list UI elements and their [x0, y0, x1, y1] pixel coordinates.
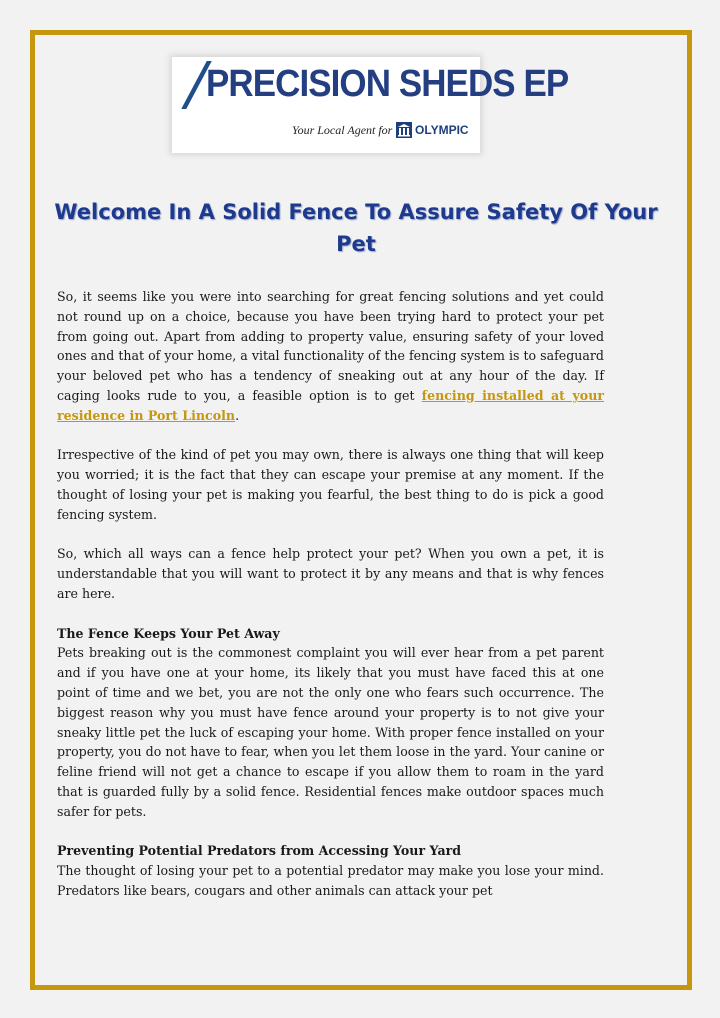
article-body	[57, 287, 604, 921]
company-logo	[172, 57, 569, 153]
section-heading-predators: Preventing Potential Predators from Accessing Your Yard	[57, 843, 462, 859]
section-heading-fence-keeps-pet: The Fence Keeps Your Pet Away	[57, 625, 280, 641]
intro-text-end: .	[235, 407, 240, 423]
fencing-installation-link[interactable]: fencing installed at your residence in Port Lincoln	[57, 387, 604, 423]
paragraph-fence-protection: So, which all ways can a fence help protect your pet? When you own a pet, it is understandable that you will want to protect it by any means and that is why fences are here.	[57, 546, 604, 601]
logo-company-name: PRECISION SHEDS EP	[206, 63, 569, 105]
section-body-predators: The thought of losing your pet to a potential predator may make you lose your mind. Predators like bears, cougars and other animals can attack your pet	[57, 863, 604, 898]
logo-brand-name: OLYMPIC	[415, 123, 469, 137]
intro-text: So, it seems like you were into searching for great fencing solutions and yet could not round up on a choice, because you have been trying hard to protect your pet from going out. Apart from adding to property value, ensuring safety of your loved ones and that of your home, a vital functionality of the fencing system is to safeguard your beloved pet who has a tendency of sneaking out at any hour of the day. If caging looks rude to you, a feasible option is to get	[57, 289, 604, 403]
article-title: Welcome In A Solid Fence To Assure Safety Of Your Pet	[54, 200, 658, 256]
logo-tagline: Your Local Agent for	[292, 123, 393, 137]
section-body-fence-keeps-pet: Pets breaking out is the commonest complaint you will ever hear from a pet parent and if you have one at your home, its likely that you must have faced this at one point of time and we bet, you are not the only one who fears such occurrence. The biggest reason why you must have fence around your property is to not give your sneaky little pet the luck of escaping your home. With proper fence installed on your property, you do not have to fear, when you let them loose in the yard. Your canine or feline friend will not get a chance to escape if you allow them to roam in the yard that is guarded fully by a solid fence. Residential fences make outdoor spaces much safer for pets.	[57, 645, 604, 819]
paragraph-pet-escape: Irrespective of the kind of pet you may own, there is always one thing that will keep you worried; it is the fact that they can escape your premise at any moment. If the thought of losing your pet is making you fearful, the best thing to do is pick a good fencing system.	[57, 447, 604, 522]
columns-building-icon	[396, 122, 412, 138]
intro-paragraph	[57, 287, 604, 426]
